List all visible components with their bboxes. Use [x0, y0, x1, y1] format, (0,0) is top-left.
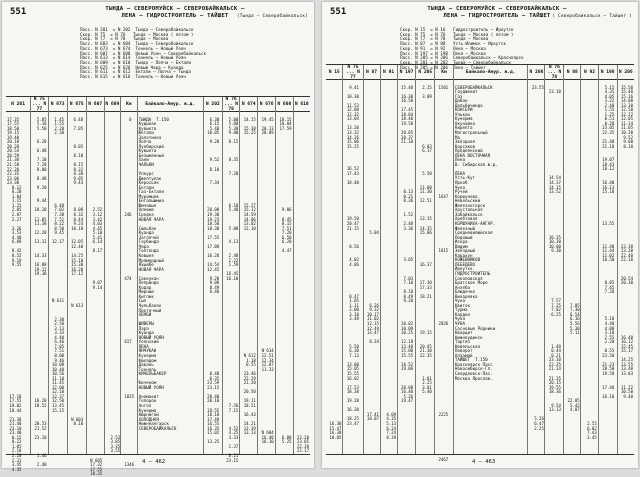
time-list: 16.30 15.47 16.38 18.05 — [329, 421, 342, 440]
column-header: N 202 — [204, 97, 222, 112]
train-notes: Скор. N 15 = N 16 Гидростроитель – Иркутск Скор. N 75 = N 76 Тында – Москва ( летом ) Скор. N 77 = N 78 Тында – Москва Пасс. N 87 = N 88 Усть-Илимск – Иркутск Скор. N 91 = N 92 Лена – Москва Пасс. N 197 = N 198 Лена – Москва Пасс. N 205 = N 206 Северобайкальск – Красноярск Скор. N 201 = N 202 Тында – Северобайкальск Пасс. N 205 = N 206 Лена – Тайшет — [400, 27, 524, 70]
time-list: 17.35 17.55 18.50 19.15 19.40 20.10 20.20 20.54 20.59 21.30 21.58 22.20 22.35 23.06 23.30 0.12 0.20 1.04 1.15 1.25 2.05 2.07 2.27 3.26 3.53 4.40 6.09 8.42 8.52 9.19 9.55 17.18 17.55 18.02 18.44 21.38 21.40 23.10 23.40 0.15 0.22 1.05 2.18 2.20 2.31 3.45 4.35 — [7, 116, 22, 472]
page-footer: 4 — 463 — [472, 459, 496, 465]
station-column — [138, 97, 204, 454]
column-header: N 206 — [618, 65, 634, 80]
time-list: 23.10 14.54 14.37 14.15 13.52 10.35 10.30 10.00 9.30 7.57 7.25 7.02 6.25 1.40 0.44 0.21 23.10 22.35 21.14 21.35 20.15 19.55 18.36 9.54 13.13 — [548, 89, 561, 413]
train-column — [49, 97, 68, 454]
train-column — [6, 97, 31, 472]
column-header: Км — [121, 97, 137, 112]
train-column — [528, 65, 545, 454]
train-column — [223, 96, 240, 463]
train-column — [294, 97, 310, 454]
column-header: N 76 ... N 78 — [547, 64, 562, 80]
column-header: N 92 — [581, 65, 597, 80]
column-header: Км — [435, 65, 453, 80]
page-footer: 4 — 462 — [142, 459, 166, 465]
column-header: N 205 — [416, 65, 434, 80]
column-header: N 91 — [381, 65, 397, 80]
time-list: 23.55 5.26 6.47 2.25 — [531, 84, 544, 431]
left-page — [2, 2, 314, 477]
column-header: N 609 — [105, 97, 120, 112]
train-column — [398, 65, 417, 454]
column-header: N 75 ... N 77 — [32, 96, 47, 112]
time-list: 2.15 3.09 6.03 6.17 5.50 11.00 11.30 12.51 13.15 14.35 15.06 16.37 17.30 17.33 18.21 19.15 20.45 21.30 22.35 1.01 2.25 3.01 5.40 — [419, 84, 432, 395]
column-header: N 675 — [68, 97, 86, 112]
time-list: 2.52 3.12 3.42 4.03 4.45 5.10 5.41 6.14 8.17 9.07 9.14 N 605 17.32 17.55 18.35 — [90, 207, 103, 477]
route-subtitle: ( Северобайкальск – Тайшет ) — [552, 14, 632, 19]
time-list: 5.05 5.18 5.50 6.28 6.48 7.18 7.28 8.00 8.48 9.20 9.44 10.20 11.05 11.38 12.20 13.12 14.33 16.08 19.12 19.38 18.20 18.52 20.53 21.52 23.10 1.46 2.40 — [34, 116, 47, 468]
time-list: 7.05 7.30 6.54 6.16 5.56 5.30 5.11 22.05 5.42 4.07 — [567, 302, 580, 413]
train-column — [121, 97, 138, 468]
column-header: N 673 — [49, 97, 67, 112]
train-column — [545, 65, 564, 454]
column-header: N 198 — [599, 65, 617, 80]
route-title-line2: ЛЕНА – ГИДРОСТРОИТЕЛЬ – ТАЙШЕТ — [121, 13, 229, 19]
time-list: 1.45 1.55 2.20 2.30 6.48 7.02 7.38 7.51 8.22 8.50 9.45 12.17 N 611 2.30 2.50 3.13 3.33 4.40 6.46 7.05 7.51 8.00 9.46 10.08 10.40 10.56 11.18 11.45 12.00 12.10 12.37 12.50 13.45 15.15 — [51, 116, 65, 413]
column-header: N 607 — [87, 97, 104, 112]
column-header: N 610 — [294, 97, 310, 112]
train-column — [68, 97, 87, 454]
time-list: 19.45 20.13 20.09 N 614 12.51 12.34 12.07 11.33 N 604 16.40 16.10 — [261, 116, 274, 445]
time-list: 2.55 6.02 7.43 3.45 — [587, 421, 597, 440]
train-column — [435, 65, 454, 463]
column-header: N 206 — [528, 65, 544, 80]
time-list: 15.40 16.30 16.50 17.45 18.04 18.40 19.58 20.05 20.37 21.10 0.13 0.21 0.36 1.52 2.40 3.36 3.05 7.03 7.10 8.18 8.49 9.20 10.02 10.09 10.25 12.18 13.40 15.00 15.55 18.52 19.06 20.08 16.40 5.26 19.47 — [401, 84, 414, 404]
train-column — [416, 65, 435, 454]
column-header: Байкало-Амур. ж.д. — [454, 65, 528, 80]
route-header — [42, 6, 308, 20]
column-header: N 88 — [564, 65, 580, 80]
column-header: N 674 — [240, 97, 257, 112]
time-list: 14.15 15.30 15.25 15.27 15.12 14.59 14.06 13.02 12.10 N 612 1.18 0.55 23.46 22.29 21.28 20.50 19.11 18.51 16.43 14.21 13.39 13.13 — [243, 116, 256, 436]
train-column — [581, 65, 598, 454]
train-column — [105, 97, 121, 454]
train-column — [204, 97, 223, 454]
station-column — [454, 65, 529, 454]
train-column — [381, 65, 398, 454]
page-number: 551 — [10, 7, 27, 17]
train-column — [87, 97, 105, 477]
right-page — [322, 2, 638, 468]
train-column — [240, 97, 258, 454]
time-list: 1501 1647 1815 2026 2225 2467 — [438, 84, 449, 463]
train-column — [343, 65, 363, 454]
train-notes: Пасс. N 201 = N 202 Тында – Северобайкальск Скор. N 75 = N 76 Тында – Москва ( летом ) Скор. N 77 = N 78 Тында – Москва Пасс. N 603 = N 604 Тында – Северобайкальск Пасс. N 673 = N 674 Тоннель – Новый Уоян Пасс. N 607 = N 608 Новый Уоян – Северобайкальск Пасс. N 613 = N 614 Тоннель – Новый Уоян Пасс. N 609 = N 610 Тында – Лопча – Ектали Пасс. N 625 = N 626 Новый Чара – Куанда Пасс. N 611 = N 612 Ектали – Лопча – Тында Пасс. N 615 = N 616 Тоннель – Новый Уоян — [80, 27, 207, 80]
time-list: 23.20 23.05 22.38 22.17 — [296, 434, 309, 454]
route-title-line1: ТЫНДА – СЕВЕРОМУЙСК – СЕВЕРОБАЙКАЛЬСК – — [105, 6, 245, 12]
column-header: N 76 ... N 78 — [224, 96, 238, 112]
train-column — [599, 65, 618, 454]
train-column — [564, 65, 581, 454]
station-list: СЕВЕРОБАЙКАЛЬСК Гоуджекит Газ Дабан Дельбичинда КОНСЕРИ Улькан Кунерма Окунайка Кирепга Магистральный Ма Звёздная Корсаков Предленский ЛЕНА ВОСТОЧНАЯ Лена В. Сибирская ж.д. ЛЕНА Усть-Кут Ярхоб Чуна Ручей Коршуново Невельский Железногорск Хрустальная Забайкальск Хребтовая КОРШУНИХА-АНГАР. Железный Средневилюйская Ледовый Искра Видим Звёздный Карахун КОЖЕВНИКОВ ЛЕБЕДЕВО Иркутск ГИДРОСТРОИТЕЛЬ Соколовская Братское Море Анзеба Блюдечко Вихоревка Чуна Квиток Турма Кардон Чуна ЧУНА Сосновые Родники Кварцит Нижнеудинск Таргиз Невельская Поворот Алзамай ТАЙШЕТ Т.150 Красноярск Пасс Новосибирск-Гл. Свердловск-Пас. Москва Ярослав. — [454, 84, 498, 381]
column-header: N 201 — [6, 97, 30, 112]
train-column — [31, 96, 48, 468]
time-list: 6.48 7.05 8.05 8.10 8.15 8.32 8.38 9.05 9.43 8.08 8.32 8.44 9.24 10.18 12.05 12.40 14.25 15.10 15.30 16.20 17.12 N 613 N 603 8.10 — [71, 116, 84, 427]
train-column — [276, 97, 293, 454]
time-list: 5.04 6.26 9.32 10.17 11.02 12.15 12.49 13.47 8.34 17.41 18.07 — [366, 230, 379, 422]
route-header — [362, 6, 632, 20]
route-title-line1: ТЫНДА – СЕВЕРОМУЙСК – СЕВЕРОБАЙКАЛЬСК – — [427, 6, 567, 12]
time-list: 5.15 4.35 4.05 3.22 2.40 1.55 1.25 0.51 0.20 23.05 22.35 21.40 21.10 19.07 18.43 18.12 16.40 16.13 15.18 13.55 11.48 11.44 11.02 10.50 8.05 7.45 7.28 5.18 4.48 4.00 3.18 2.55 2.20 0.55 23.50 21.23 20.50 19.58 17.48 16.10 — [602, 84, 615, 399]
route-title-line2: ЛЕНА – ГИДРОСТРОИТЕЛЬ – ТАЙШЕТ — [443, 13, 551, 19]
column-header: N 75 ... N 77 — [343, 65, 362, 80]
time-list: 4.09 4.35 5.13 6.24 7.24 8.39 — [386, 411, 397, 440]
train-column — [618, 65, 634, 454]
train-column — [326, 65, 343, 454]
column-header: N 676 — [258, 97, 275, 112]
column-header: N 15 — [326, 65, 342, 80]
time-list: 0 246 474 617 1035 1346 — [124, 116, 134, 468]
column-header: N 197 — [398, 65, 416, 80]
time-list: 15.50 15.40 15.16 14.00 13.30 12.50 12.22 12.05 11.34 11.05 10.38 9.52 9.00 8.10 23.38 23.20 22.40 22.18 20.54 20.30 16.40 16.12 15.45 15.17 14.25 13.55 13.40 13.03 11.22 10.50 9.40 — [620, 84, 633, 399]
station-list: ТЫНДА Т.150 Кудыкан Кувыкта Юктали Золотинка Лопча Лунбирский Кувыкта Безымянный Хани ЧАЛЬКИ Улкурс Джелтулак Керосьяк Ектали Газ-Ектали Муромцев Енгалышмиа Юмчавыя Олекма Средня НОВАЯ ЧАРА Сюльбан Куанда Заглячой Гаубинда Чара Толтонда Ковыня Мрамордный Яхыйбе НОВАЯ ЧАРА Саккукан Леприндо Кодар Мирный Киглик Сыл Чульбанах Проточный ХЕМБИ ШИВЕРЫ Лара Куанда НОВЫЙ УОЯН Уоянский ЛЕНА ЯНЧУКАН Кунерма Кюхадом Давань Тоннель КИЧЕЛЬБАКЕР Киченом НОВЫЙ УОЯН Анамакит Топорок Ангоя Кунерма Нюрнигай ХОЛОДНАЯ Нижнеангарск СЕВЕРОБАЙКАЛЬСК — [138, 116, 177, 431]
train-column — [258, 97, 276, 454]
route-subtitle: (Тында – Северобайкальск) — [236, 14, 308, 19]
time-list: 2.53 3.05 3.35 3.55 — [110, 434, 121, 454]
page-number: 551 — [330, 7, 347, 17]
column-header: Байкало-Амур. ж.д. — [138, 97, 203, 112]
column-header: N 87 — [364, 65, 380, 80]
column-header: N 608 — [276, 97, 292, 112]
train-column — [364, 65, 381, 454]
time-list: 5.00 5.08 5.30 9.00 8.15 8.35 7.20 6.10 5.48 5.08 4.13 2.48 2.22 1.59 16.45 16.10 7.56 7.15 4.52 4.25 3.33 1.37 0.21 23.15 — [226, 116, 239, 463]
time-list: 6.30 6.15 5.40 10.05 9.20 9.52 8.10 7.34 20.00 19.30 19.23 18.50 18.30 17.55 17.08 16.20 14.54 12.45 9.28 9.08 8.49 8.40 0.40 0.35 23.59 23.15 20.40 20.10 18.55 18.18 17.49 16.55 16.35 15.02 13.25 — [207, 116, 220, 445]
time-list: 18.15 18.04 17.59 9.06 8.45 8.15 7.51 7.20 6.50 6.20 4.47 6.00 5.25 — [279, 116, 292, 445]
time-list: 9.41 10.30 11.53 12.08 12.32 13.04 13.20 13.32 14.26 15.06 15.25 16.52 17.43 18.40 19.50 20.47 21.15 0.56 4.02 4.06 0.47 1.05 1.11 2.00 3.10 3.48 5.50 6.30 7.13 13.00 15.05 15.55 16.02 17.53 18.38 19.20 16.30 18.25 23.47 — [346, 84, 359, 427]
